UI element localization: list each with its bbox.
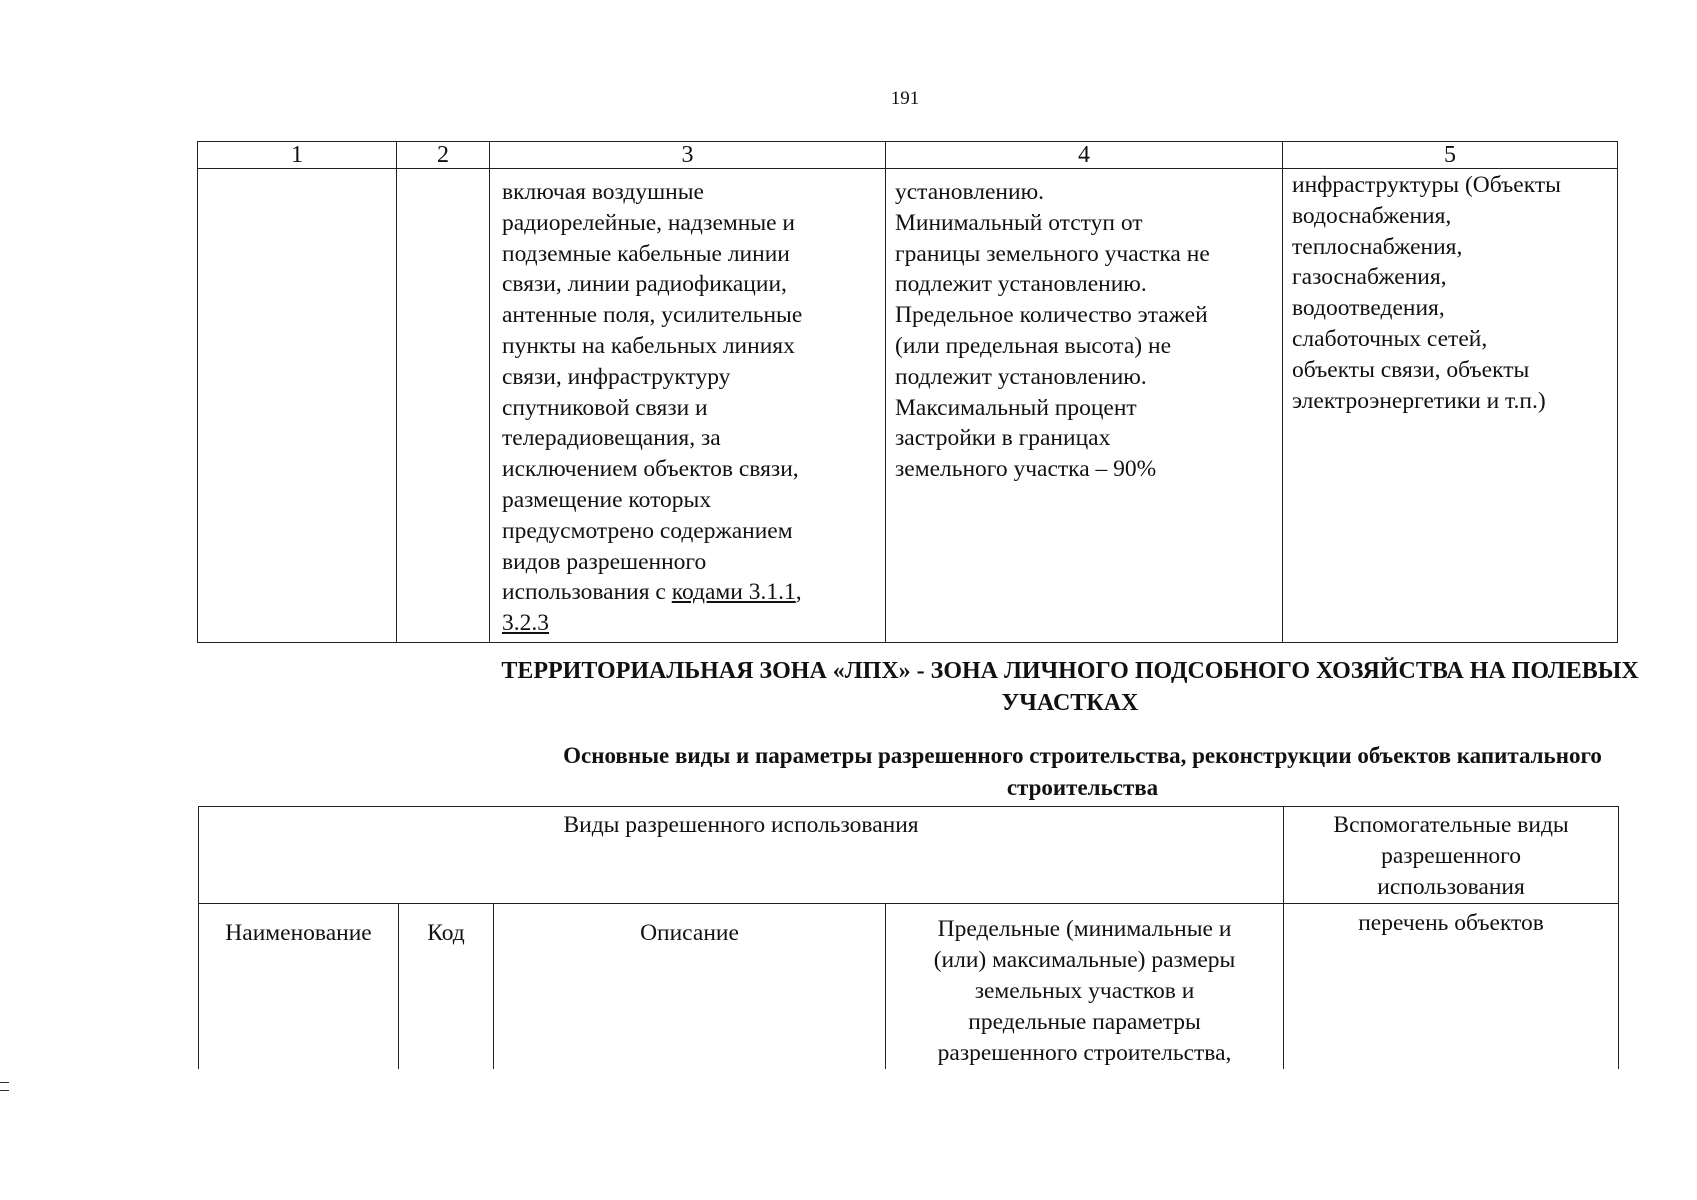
description-line: радиорелейные, надземные и <box>502 209 796 236</box>
limits-line: подлежит установлению. <box>895 271 1147 298</box>
limits-line: Предельное количество этажей <box>895 302 1208 329</box>
objects-line: электроэнергетики и т.п.) <box>1292 387 1546 414</box>
continuation-table <box>197 141 1618 643</box>
aux-header-line: Вспомогательные виды <box>1333 812 1569 838</box>
limits-line: установлению. <box>895 179 1045 205</box>
continuation-body-row <box>198 169 1618 643</box>
limits-cell <box>886 169 1283 643</box>
zone-title-line: УЧАСТКАХ <box>1001 690 1139 716</box>
scan-mark <box>0 1082 9 1091</box>
objects-line: инфраструктуры (Объекты <box>1292 172 1561 198</box>
zone-title <box>280 655 1697 719</box>
code-cell <box>397 169 490 643</box>
limits-header-line: Предельные (минимальные и <box>937 916 1232 942</box>
description-line: связи, линии радиофикации, <box>502 271 787 298</box>
description-line: телерадиовещания, за <box>502 425 721 452</box>
aux-header-line: использования <box>1377 874 1525 900</box>
description-line: исключением объектов связи, <box>502 456 799 483</box>
column-number-4: 4 <box>886 142 1283 169</box>
limits-line: Минимальный отступ от <box>895 209 1143 236</box>
limits-line: Максимальный процент <box>895 394 1137 421</box>
continuation-header-row <box>198 142 1618 169</box>
permitted-uses-header: Виды разрешенного использования <box>199 807 1284 904</box>
limits-line: подлежит установлению. <box>895 363 1147 390</box>
description-line <box>502 608 877 639</box>
column-header-name: Наименование <box>199 904 399 1070</box>
page-number: 191 <box>890 88 920 109</box>
name-cell <box>198 169 397 643</box>
aux-header-line: разрешенного <box>1381 843 1521 869</box>
auxiliary-uses-header <box>1284 807 1619 904</box>
description-line: предусмотрено содержанием <box>502 517 793 544</box>
limits-line: (или предельная высота) не <box>895 332 1171 359</box>
objects-line: слаботочных сетей, <box>1292 325 1488 352</box>
objects-line: объекты связи, объекты <box>1292 356 1530 383</box>
description-line <box>502 577 877 608</box>
description-line: пункты на кабельных линиях <box>502 332 795 359</box>
description-line: спутниковой связи и <box>502 394 708 421</box>
limits-header-line: разрешенного строительства, <box>937 1040 1232 1066</box>
description-line: подземные кабельные линии <box>502 240 790 267</box>
objects-line: теплоснабжения, <box>1292 233 1463 260</box>
objects-line: водоснабжения, <box>1292 202 1452 229</box>
description-line: антенные поля, усилительные <box>502 302 803 329</box>
column-header-objects: перечень объектов <box>1284 904 1619 1070</box>
description-line: включая воздушные <box>502 179 704 205</box>
limits-line: застройки в границах <box>895 425 1111 452</box>
code-link-3-1-1[interactable]: кодами 3.1.1 <box>671 579 796 606</box>
code-link-3-2-3[interactable]: 3.2.3 <box>502 610 549 637</box>
description-line: размещение которых <box>502 486 712 513</box>
zone-title-line: ТЕРРИТОРИАЛЬНАЯ ЗОНА «ЛПХ» - ЗОНА ЛИЧНОГО ПОДСОБНОГО ХОЗЯЙСТВА НА ПОЛЕВЫХ <box>501 658 1639 684</box>
description-text: использования с <box>502 579 672 606</box>
link-separator: , <box>795 579 802 606</box>
description-line: видов разрешенного <box>502 548 707 575</box>
limits-line: границы земельного участка не <box>895 240 1210 267</box>
column-header-code: Код <box>399 904 494 1070</box>
column-header-row <box>199 904 1619 1070</box>
objects-cell <box>1283 169 1618 643</box>
column-number-3: 3 <box>490 142 886 169</box>
objects-line: газоснабжения, <box>1292 264 1447 291</box>
limits-line: земельного участка – 90% <box>895 456 1157 483</box>
column-header-limits <box>886 904 1284 1070</box>
subtitle-line: строительства <box>1006 775 1159 800</box>
limits-header-line: (или) максимальные) размеры <box>933 947 1236 973</box>
column-number-5: 5 <box>1283 142 1618 169</box>
main-zone-table <box>198 806 1619 1069</box>
group-header-row <box>199 807 1619 904</box>
limits-header-line: земельных участков и <box>974 978 1195 1004</box>
description-line: связи, инфраструктуру <box>502 363 731 390</box>
description-cell <box>490 169 886 643</box>
column-number-1: 1 <box>198 142 397 169</box>
section-subtitle <box>310 740 1697 804</box>
limits-header-line: предельные параметры <box>968 1009 1201 1035</box>
objects-line: водоотведения, <box>1292 295 1445 322</box>
subtitle-line: Основные виды и параметры разрешенного строительства, реконструкции объектов капитального <box>563 743 1602 768</box>
column-header-description: Описание <box>494 904 886 1070</box>
column-number-2: 2 <box>397 142 490 169</box>
